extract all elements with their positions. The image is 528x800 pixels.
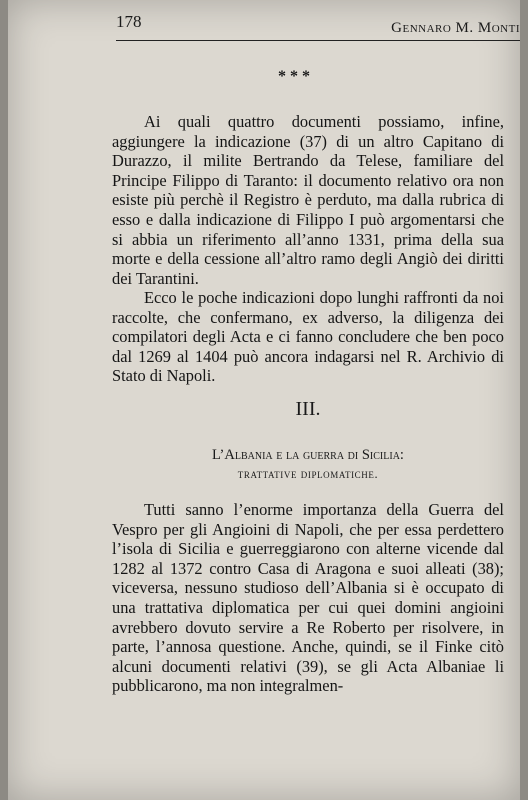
paragraph-2: Ecco le poche indicazioni dopo lunghi raffronti da noi raccolte, che confermano, ex adverso, la diligenza dei compilatori degli Acta e ci fanno concludere che ben poco dal 1269 al 1404 può ancora indagarsi nel R. Archivio di Stato di Napoli. [112,288,504,386]
page-number: 178 [116,12,142,31]
section-title [112,446,504,484]
paragraph-1: Ai quali quattro documenti possiamo, infine, aggiungere la indicazione (37) di un altro Capitano di Durazzo, il milite Bertrando da Telese, familiare del Principe Filippo di Taranto: il documento relativo ora non esiste più perchè il Registro è perduto, ma dalla rubrica di esso e dalla indicazione di Filippo I può argomentarsi che si abbia un riferimento all’anno 1331, prima della sua morte e della cessione all’altro ramo degli Angiò dei diritti dei Tarantini. [112,112,504,288]
paragraph-3: Tutti sanno l’enorme importanza della Guerra del Vespro per gli Angioini di Napoli, che per essa perdettero l’isola di Sicilia e guerreggiarono con alterne vicende dal 1282 al 1372 contro Casa di Aragona e suoi alleati (38); viceversa, nessuno studioso dell’Albania si è occupato di una trattativa diplomatica per cui quei domini angioini avrebbero dovuto servire a Re Roberto per risolvere, in parte, l’annosa questione. Anche, quindi, se il Finke citò alcuni documenti relativi (39), se gli Acta Albaniae li pubblicarono, ma non integralmen- [112,500,504,696]
section-number: III. [295,398,321,420]
section-separator: * * * [278,68,310,85]
section-subtitle: trattative diplomatiche. [237,467,379,481]
page-header [116,12,520,41]
running-head-author: Gennaro M. Monti [391,20,520,36]
section-title-main: L’Albania e la guerra di Sicilia: [212,447,404,463]
book-page [8,0,520,800]
